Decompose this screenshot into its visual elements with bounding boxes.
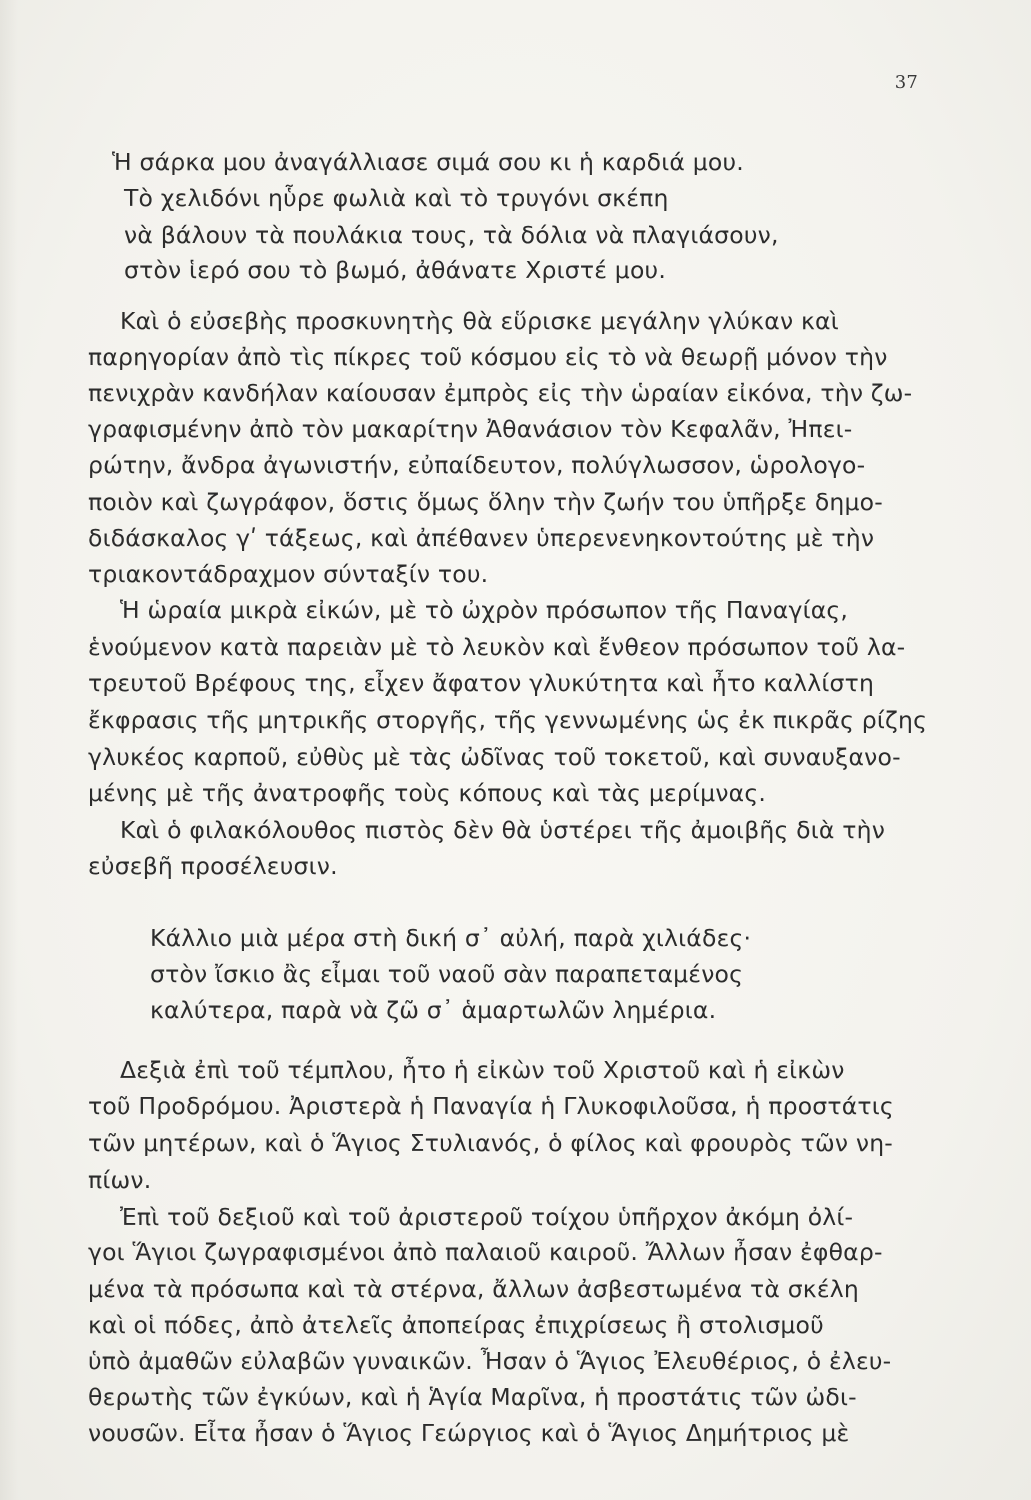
page-number: 37 xyxy=(894,72,918,93)
text-line: πίων. xyxy=(88,1166,152,1194)
text-line: τῶν μητέρων, καὶ ὁ Ἅγιος Στυλιανός, ὁ φίλος καὶ φρουρὸς τῶν νη- xyxy=(88,1129,893,1157)
text-line: Καὶ ὁ φιλακόλουθος πιστὸς δὲν θὰ ὑστέρει τῆς ἀμοιβῆς διὰ τὴν xyxy=(120,816,886,844)
quote-line: καλύτερα, παρὰ νὰ ζῶ σ᾿ ἁμαρτωλῶν λημέρια. xyxy=(150,996,717,1024)
page-edge-shadow xyxy=(0,0,18,1500)
text-line: Ἡ ὡραία μικρὰ εἰκών, μὲ τὸ ὠχρὸν πρόσωπον τῆς Παναγίας, xyxy=(120,596,849,624)
quote-line: Κάλλιο μιὰ μέρα στὴ δική σ᾿ αὐλή, παρὰ χιλιάδες· xyxy=(150,924,752,952)
text-line: Ἡ σάρκα μου ἀναγάλλιασε σιμά σου κι ἡ καρδιά μου. xyxy=(112,148,744,176)
text-line: τοῦ Προδρόμου. Ἀριστερὰ ἡ Παναγία ἡ Γλυκοφιλοῦσα, ἡ προστάτις xyxy=(88,1092,894,1120)
text-line: Ἐπὶ τοῦ δεξιοῦ καὶ τοῦ ἀριστεροῦ τοίχου ὑπῆρχον ἀκόμη ὀλί- xyxy=(120,1203,854,1231)
text-line: θερωτὴς τῶν ἐγκύων, καὶ ἡ Ἁγία Μαρῖνα, ἡ προστάτις τῶν ὠδι- xyxy=(88,1383,857,1411)
text-line: καὶ οἱ πόδες, ἀπὸ ἀτελεῖς ἀποπείρας ἐπιχρίσεως ἢ στολισμοῦ xyxy=(88,1311,824,1339)
text-line: νὰ βάλουν τὰ πουλάκια τους, τὰ δόλια νὰ πλαγιάσουν, xyxy=(124,221,779,249)
text-line: ποιὸν καὶ ζωγράφον, ὅστις ὅμως ὅλην τὴν ζωήν του ὑπῆρξε δημο- xyxy=(88,488,883,516)
text-line: τρευτοῦ Βρέφους της, εἶχεν ἄφατον γλυκύτητα καὶ ἦτο καλλίστη xyxy=(88,669,875,697)
text-line: ἑνούμενον κατὰ παρειὰν μὲ τὸ λευκὸν καὶ ἔνθεον πρόσωπον τοῦ λα- xyxy=(88,633,906,661)
text-line: εὐσεβῆ προσέλευσιν. xyxy=(88,852,338,880)
text-line: Καὶ ὁ εὐσεβὴς προσκυνητὴς θὰ εὕρισκε μεγάλην γλύκαν καὶ xyxy=(120,307,839,335)
text-line: ρώτην, ἄνδρα ἀγωνιστήν, εὐπαίδευτον, πολύγλωσσον, ὡρολογο- xyxy=(88,451,866,479)
text-line: πενιχρὰν κανδήλαν καίουσαν ἐμπρὸς εἰς τὴν ὡραίαν εἰκόνα, τὴν ζω- xyxy=(88,379,913,407)
text-line: ἔκφρασις τῆς μητρικῆς στοργῆς, τῆς γεννωμένης ὡς ἐκ πικρᾶς ρίζης xyxy=(88,706,928,734)
text-line: διδάσκαλος γʹ τάξεως, καὶ ἀπέθανεν ὑπερενενηκοντούτης μὲ τὴν xyxy=(88,524,875,552)
text-line: ὑπὸ ἀμαθῶν εὐλαβῶν γυναικῶν. Ἦσαν ὁ Ἅγιος Ἐλευθέριος, ὁ ἐλευ- xyxy=(88,1347,892,1375)
text-line: γλυκέος καρποῦ, εὐθὺς μὲ τὰς ὠδῖνας τοῦ τοκετοῦ, καὶ συναυξανο- xyxy=(88,743,901,771)
text-line: νουσῶν. Εἶτα ἦσαν ὁ Ἅγιος Γεώργιος καὶ ὁ Ἅγιος Δημήτριος μὲ xyxy=(88,1419,850,1447)
text-line: γραφισμένην ἀπὸ τὸν μακαρίτην Ἀθανάσιον τὸν Κεφαλᾶν, Ἠπει- xyxy=(88,415,853,443)
text-line: γοι Ἅγιοι ζωγραφισμένοι ἀπὸ παλαιοῦ καιροῦ. Ἄλλων ἦσαν ἐφθαρ- xyxy=(88,1238,883,1266)
text-line: παρηγορίαν ἀπὸ τὶς πίκρες τοῦ κόσμου εἰς τὸ νὰ θεωρῇ μόνον τὴν xyxy=(88,343,888,371)
text-line: στὸν ἱερό σου τὸ βωμό, ἀθάνατε Χριστέ μου. xyxy=(124,256,666,284)
text-line: τριακοντάδραχμον σύνταξίν του. xyxy=(88,560,489,588)
quote-line: στὸν ἴσκιο ἂς εἶμαι τοῦ ναοῦ σὰν παραπεταμένος xyxy=(150,960,744,988)
text-line: μένης μὲ τῆς ἀνατροφῆς τοὺς κόπους καὶ τὰς μερίμνας. xyxy=(88,779,766,807)
text-line: μένα τὰ πρόσωπα καὶ τὰ στέρνα, ἄλλων ἀσβεστωμένα τὰ σκέλη xyxy=(88,1275,859,1303)
text-line: Τὸ χελιδόνι ηὗρε φωλιὰ καὶ τὸ τρυγόνι σκέπη xyxy=(124,184,669,212)
text-line: Δεξιὰ ἐπὶ τοῦ τέμπλου, ἦτο ἡ εἰκὼν τοῦ Χριστοῦ καὶ ἡ εἰκὼν xyxy=(120,1056,845,1084)
